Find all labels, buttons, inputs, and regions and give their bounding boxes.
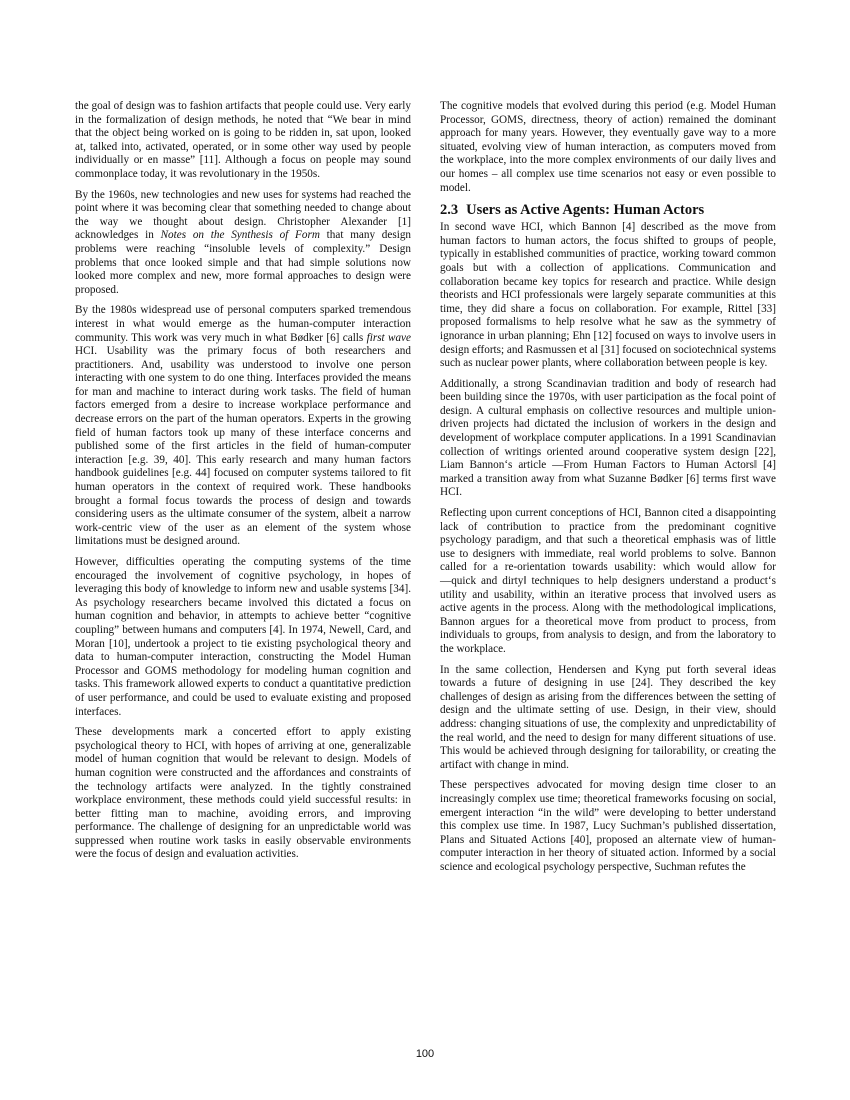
- right-column-intro: [440, 100, 776, 195]
- paragraph: [440, 507, 776, 657]
- paragraph-text: the goal of design was to fashion artifacts that people could use. Very early in the formalization of design methods, he noted that “We bear in mind that the object being worked on is going to be ridden in, sat upon, looked at, talked into, activated, operated, or in some other way used by people individually or en masse” [11]. Although a focus on people may sound commonplace today, it was revolutionary in the 1950s.: [75, 100, 411, 180]
- left-column: [75, 100, 411, 869]
- paragraph: [75, 556, 411, 719]
- paragraph-text: These developments mark a concerted effort to apply existing psychological theory to HCI, with hopes of arriving at one, generalizable model of human cognition that would be relevant to design. Models of human cognition were constructed and the affordances and constraints of the technology artifacts were analyzed. In the tightly constrained workplace environment, these methods could yield successful results: in better fitting man to machine, avoiding errors, and improving performance. The challenge of designing for an unpredictable world was suppressed when routine work tasks in easily observable environments were the focus of design and evaluation activities.: [75, 726, 411, 861]
- emphasis-text: Notes on the Synthesis of Form: [160, 229, 320, 242]
- paragraph-text: HCI. Usability was the primary focus of both researchers and practitioners. And, usability was understood to involve one person interacting with one system to do one thing. Interfaces provided the means for man and machine to interact during work tasks. The field of human factors emerged from a desire to increase workplace performance and decrease errors on the part of the human operators. Experts in the growing field of human factors took up many of these interface concerns and published some of the first articles in the field of human-computer interaction [e.g. 39, 40]. This early research and many human factors handbook guidelines [e.g. 44] focused on computer systems tailored to fit human operators in the context of required work. These handbooks brought a formal focus towards the process of design and towards considering users as the ultimate consumer of the system, albeit a narrow work-centric view of the user as an element of the system whose limitations must be designed around.: [75, 345, 411, 548]
- paragraph-text: These perspectives advocated for moving design time closer to an increasingly complex use time; theoretical frameworks focusing on social, emergent interaction “in the wild” were developing to better understand this complex use time. In 1987, Lucy Suchman’s published dissertation, Plans and Situated Actions [40], proposed an alternate view of human-computer interaction in her theory of situated action. Informed by a social science and ecological psychology perspective, Suchman refutes the: [440, 779, 776, 873]
- paragraph-text: In the same collection, Hendersen and Kyng put forth several ideas towards a future of designing in use [24]. They described the key challenges of design as arising from the differences between the setting of design and the ultimate setting of use. Design, in their view, should address: changing situations of use, the complexity and unpredictability of the real world, and the need to design for many different situations of use. This would be achieved through designing for tailorability, or creating the artifact with change in mind.: [440, 663, 776, 771]
- section-heading: [440, 202, 776, 218]
- paragraph: [440, 100, 776, 195]
- paragraph: [75, 100, 411, 182]
- paragraph: [440, 664, 776, 773]
- page-number: 100: [415, 1048, 435, 1060]
- paragraph-text: Additionally, a strong Scandinavian tradition and body of research had been building since the 1970s, with user participation as the focal point of design. A cultural emphasis on collective resources and multiple union-driven projects had dictated the inclusion of workers in the design and development of workplace computer applications. In a 1991 Scandinavian collection of writings oriented around cooperative system design [22], Liam Bannon‘s article ―From Human Factors to Human Actors‖ [4] marked a transition away from what Suzanne Bødker [6] terms first wave HCI.: [440, 377, 776, 499]
- paragraph-text: In second wave HCI, which Bannon [4] described as the move from human factors to human actors, the focus shifted to groups of people, typically in established communities of practice, working toward common goals but with a collection of applications. Communication and collaboration became key topics for research and practice. While design theorists and HCI professionals were largely separate communities at this time, they did share a focus on collaboration. For example, Rittel [33] proposed formalisms to help resolve what he saw as the symmetry of ignorance in urban planning; Ehn [12] focused on ways to involve users in design efforts; and Rasmussen et al [31] focused on sociotechnical systems such as nuclear power plants, where collaboration between people is key.: [440, 221, 776, 370]
- paragraph-text: The cognitive models that evolved during this period (e.g. Model Human Processor, GOMS, directness, theory of action) remained the dominant approach for many years. However, they eventually gave way to a more situated, evolving view of human interaction, as computers moved from the workplace, into the more complex environments of our daily lives and our homes – all complex use time scenarios not easy or even possible to model.: [440, 100, 776, 194]
- section-number: 2.3: [440, 202, 459, 219]
- right-column: [440, 100, 776, 881]
- paragraph: [440, 378, 776, 500]
- paragraph-text: that many design problems were reaching “insoluble levels of complexity.” Design problems that once looked simple and that had simple solutions now looked more complex and new, more formal approaches to design were proposed.: [75, 229, 412, 296]
- section-title: Users as Active Agents: Human Actors: [466, 202, 705, 219]
- paragraph-text: By the 1960s, new technologies and new uses for systems had reached the point where it was becoming clear that something needed to change about the way we thought about design. Christopher Alexander [1] acknowledges in: [75, 188, 411, 242]
- paragraph: [75, 189, 411, 298]
- paragraph-text: By the 1980s widespread use of personal computers sparked tremendous interest in what would emerge as the human-computer interaction community. This work was very much in what Bødker [6] calls: [75, 304, 411, 344]
- paragraph: [75, 726, 411, 862]
- paragraph-text: However, difficulties operating the computing systems of the time encouraged the involvement of cognitive psychology, in hopes of leveraging this body of knowledge to inform new and usable systems [34]. As psychology researchers became involved this dictated a focus on human cognition and behavior, in attempts to achieve better “cognitive coupling” between humans and computers [4]. In 1974, Newell, Card, and Moran [10], undertook a project to tie existing psychological theory and data to human-computer interaction, constructing the Model Human Processor and GOMS methodology for modeling human cognition and tasks. This framework allowed experts to conduct a quantitative prediction of user performance, and could be used to evaluate existing and proposed interfaces.: [75, 556, 411, 718]
- paragraph: [440, 221, 776, 371]
- paragraph: [75, 304, 411, 549]
- right-column-body: [440, 221, 776, 874]
- paragraph-text: Reflecting upon current conceptions of HCI, Bannon cited a disappointing lack of contribution to practice from the predominant cognitive psychology paradigm, and that such a theoretical emphasis was of little use to designers with immediate, real world problems to solve. Bannon called for a re-orientation towards usability: which would allow for ―quick and dirty‖ techniques to help designers understand a product‘s utility and usability, within an iterative process that involved users as active agents in the process. Along with the methodological implications, Bannon argues for a theoretical move from product to process, from individuals to groups, from analysis to design, and from the laboratory to the workplace.: [440, 507, 776, 655]
- paragraph: [440, 779, 776, 874]
- emphasis-text: first wave: [366, 331, 411, 344]
